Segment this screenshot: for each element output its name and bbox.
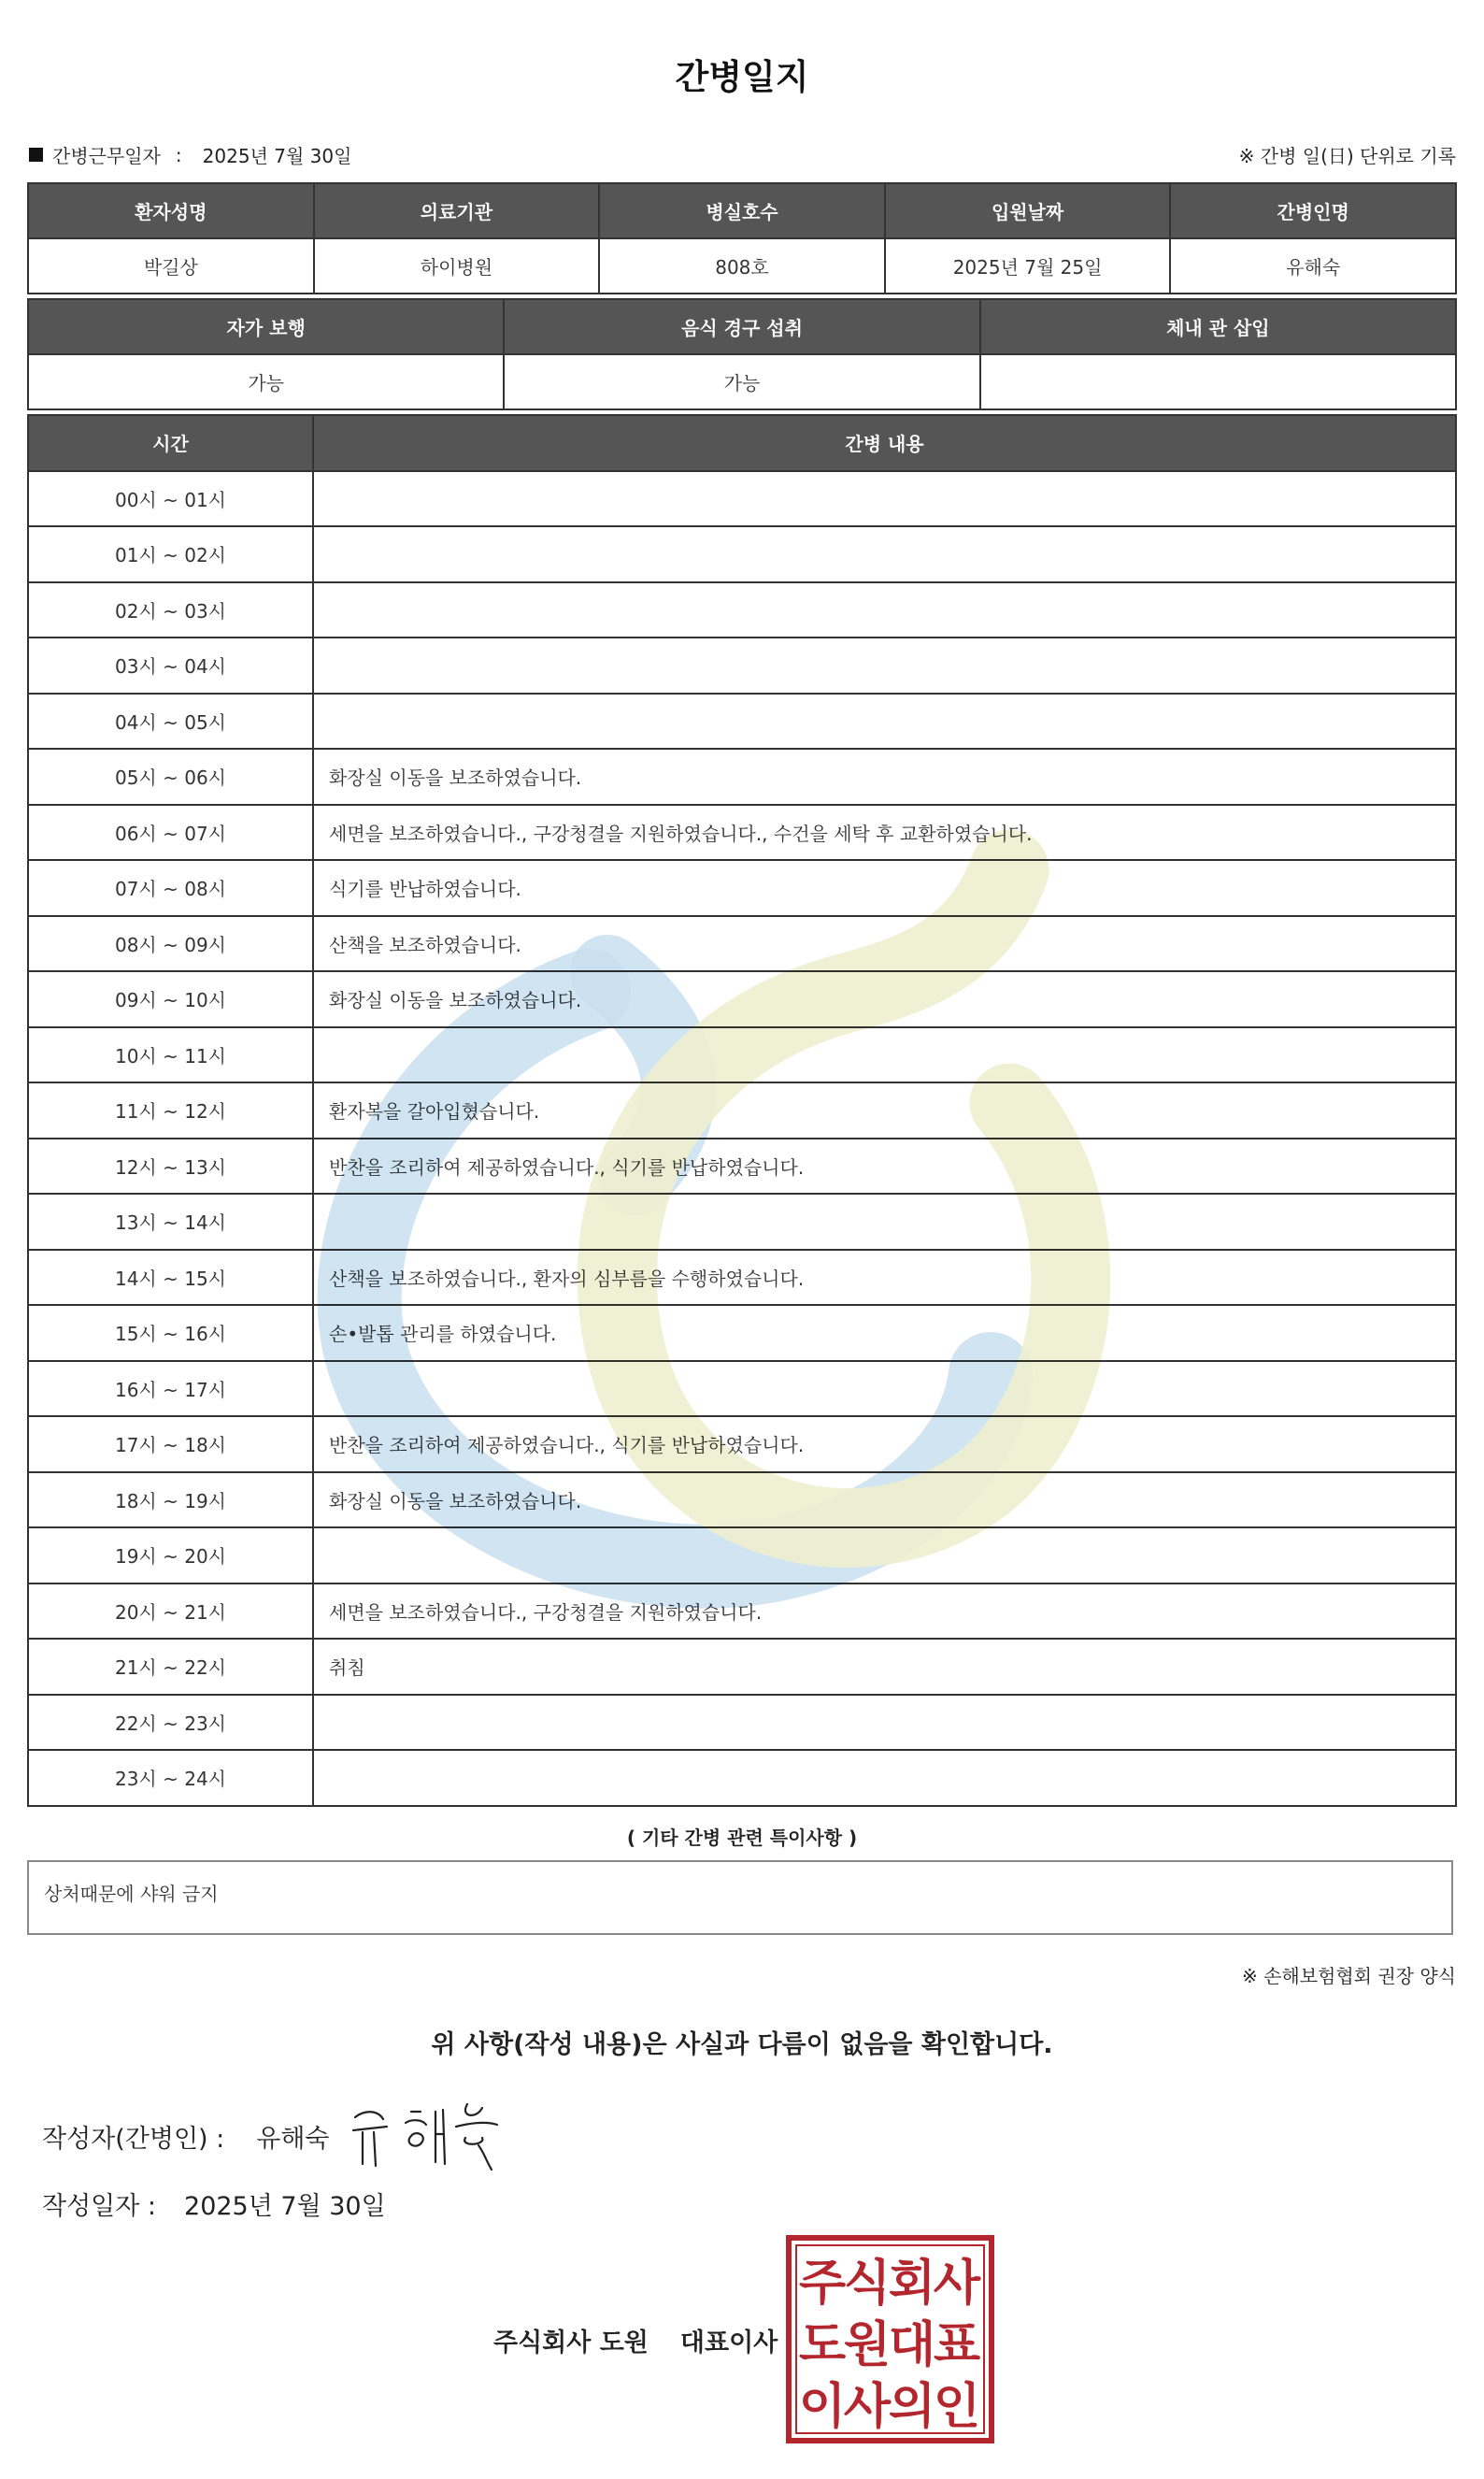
company-name: 주식회사 도원 — [493, 2329, 649, 2357]
table-row — [28, 916, 1456, 972]
company-representative: 대표이사 — [679, 2329, 778, 2357]
time-cell: 13시 ~ 14시 — [28, 1194, 313, 1250]
bullet-square-icon — [29, 148, 43, 162]
header-time: 시간 — [28, 415, 313, 471]
work-date-label: 간병근무일자 — [52, 145, 161, 167]
content-cell: 화장실 이동을 보조하였습니다. — [313, 749, 1456, 805]
company-line — [493, 2322, 778, 2358]
table-row — [28, 1583, 1456, 1640]
table-row — [28, 694, 1456, 750]
confirmation-statement: 위 사항(작성 내용)은 사실과 다름이 없음을 확인합니다. — [431, 2030, 1053, 2059]
room-number: 808호 — [599, 238, 885, 294]
content-cell: 손•발톱 관리를 하였습니다. — [313, 1305, 1456, 1361]
table-row — [28, 1527, 1456, 1583]
seal-character: 대 — [888, 2317, 936, 2373]
written-date-value: 2025년 7월 30일 — [184, 2192, 386, 2221]
table-row — [28, 1695, 1456, 1751]
time-cell: 08시 ~ 09시 — [28, 916, 313, 972]
seal-character: 주 — [798, 2256, 847, 2312]
header-caregiver-name: 간병인명 — [1170, 183, 1456, 238]
seal-character: 사 — [933, 2256, 981, 2312]
seal-character: 표 — [933, 2317, 981, 2373]
company-seal-stamp-icon — [785, 2234, 995, 2444]
table-row — [28, 860, 1456, 916]
table-row — [28, 1194, 1456, 1250]
content-cell — [313, 694, 1456, 750]
header-oral-intake: 음식 경구 섭취 — [504, 299, 979, 354]
time-cell: 00시 ~ 01시 — [28, 471, 313, 527]
table-row — [28, 1639, 1456, 1695]
header-admission-date: 입원날짜 — [885, 183, 1171, 238]
writer-line — [42, 2118, 330, 2155]
table-row — [28, 638, 1456, 694]
work-date — [29, 141, 351, 168]
header-tube-insertion: 체내 관 삽입 — [980, 299, 1456, 354]
special-notes-content: 상처때문에 샤워 금지 — [44, 1883, 219, 1905]
time-cell: 17시 ~ 18시 — [28, 1416, 313, 1472]
time-cell: 19시 ~ 20시 — [28, 1527, 313, 1583]
header-hospital: 의료기관 — [314, 183, 600, 238]
time-cell: 09시 ~ 10시 — [28, 971, 313, 1027]
content-cell — [313, 1695, 1456, 1751]
content-cell — [313, 1527, 1456, 1583]
table-row — [28, 471, 1456, 527]
work-date-separator: : — [175, 143, 182, 166]
seal-character: 인 — [933, 2379, 981, 2435]
admission-date: 2025년 7월 25일 — [885, 238, 1171, 294]
care-log-table — [27, 414, 1457, 1807]
seal-character: 회 — [888, 2256, 936, 2312]
form-note: ※ 손해보험협회 권장 양식 — [1241, 1965, 1456, 1987]
header-care-content: 간병 내용 — [313, 415, 1456, 471]
table-row — [28, 1082, 1456, 1139]
time-cell: 07시 ~ 08시 — [28, 860, 313, 916]
content-cell: 식기를 반납하였습니다. — [313, 860, 1456, 916]
time-cell: 23시 ~ 24시 — [28, 1750, 313, 1806]
header-room: 병실호수 — [599, 183, 885, 238]
time-cell: 22시 ~ 23시 — [28, 1695, 313, 1751]
table-row — [28, 1250, 1456, 1306]
table-row — [28, 1305, 1456, 1361]
time-cell: 12시 ~ 13시 — [28, 1139, 313, 1195]
content-cell: 반찬을 조리하여 제공하였습니다., 식기를 반납하였습니다. — [313, 1139, 1456, 1195]
time-cell: 06시 ~ 07시 — [28, 805, 313, 861]
time-cell: 05시 ~ 06시 — [28, 749, 313, 805]
time-cell: 16시 ~ 17시 — [28, 1361, 313, 1417]
time-cell: 02시 ~ 03시 — [28, 582, 313, 638]
header-patient-name: 환자성명 — [28, 183, 314, 238]
page-title: 간병일지 — [675, 57, 809, 97]
time-cell: 03시 ~ 04시 — [28, 638, 313, 694]
content-cell: 환자복을 갈아입혔습니다. — [313, 1082, 1456, 1139]
patient-info-table — [27, 182, 1457, 294]
content-cell: 세면을 보조하였습니다., 구강청결을 지원하였습니다., 수건을 세탁 후 교환하였습니다. — [313, 805, 1456, 861]
content-cell — [313, 582, 1456, 638]
content-cell — [313, 1750, 1456, 1806]
seal-character: 도 — [798, 2317, 847, 2373]
table-row — [28, 1027, 1456, 1083]
writer-label: 작성자(간병인) : — [42, 2125, 225, 2154]
table-row — [28, 1361, 1456, 1417]
record-note: ※ 간병 일(日) 단위로 기록 — [1238, 145, 1456, 167]
time-cell: 01시 ~ 02시 — [28, 526, 313, 582]
handwritten-signature — [346, 2099, 514, 2173]
oral-intake-value: 가능 — [504, 354, 979, 409]
writer-name: 유해숙 — [256, 2125, 330, 2154]
seal-character: 식 — [843, 2256, 892, 2312]
content-cell — [313, 526, 1456, 582]
self-walking-value: 가능 — [28, 354, 504, 409]
table-row — [28, 1139, 1456, 1195]
caregiver-name: 유해숙 — [1170, 238, 1456, 294]
work-date-value: 2025년 7월 30일 — [202, 145, 352, 167]
content-cell: 세면을 보조하였습니다., 구강청결을 지원하였습니다. — [313, 1583, 1456, 1640]
seal-character: 사 — [843, 2379, 892, 2435]
header-self-walking: 자가 보행 — [28, 299, 504, 354]
time-cell: 14시 ~ 15시 — [28, 1250, 313, 1306]
written-date-label: 작성일자 : — [42, 2192, 157, 2221]
content-cell: 화장실 이동을 보조하였습니다. — [313, 1472, 1456, 1528]
table-row — [28, 1416, 1456, 1472]
patient-name: 박길상 — [28, 238, 314, 294]
tube-insertion-value — [980, 354, 1456, 409]
table-row — [28, 971, 1456, 1027]
content-cell — [313, 1027, 1456, 1083]
content-cell: 산책을 보조하였습니다. — [313, 916, 1456, 972]
special-notes-title: ( 기타 간병 관련 특이사항 ) — [626, 1827, 858, 1849]
table-row — [28, 805, 1456, 861]
time-cell: 20시 ~ 21시 — [28, 1583, 313, 1640]
seal-character: 이 — [798, 2379, 847, 2435]
ability-table — [27, 298, 1457, 410]
table-row — [28, 582, 1456, 638]
time-cell: 18시 ~ 19시 — [28, 1472, 313, 1528]
content-cell: 취침 — [313, 1639, 1456, 1695]
time-cell: 04시 ~ 05시 — [28, 694, 313, 750]
table-row — [28, 749, 1456, 805]
content-cell: 산책을 보조하였습니다., 환자의 심부름을 수행하였습니다. — [313, 1250, 1456, 1306]
table-row — [28, 526, 1456, 582]
special-notes-box — [27, 1860, 1453, 1935]
content-cell — [313, 1194, 1456, 1250]
content-cell — [313, 471, 1456, 527]
hospital-name: 하이병원 — [314, 238, 600, 294]
content-cell — [313, 638, 1456, 694]
time-cell: 15시 ~ 16시 — [28, 1305, 313, 1361]
content-cell: 화장실 이동을 보조하였습니다. — [313, 971, 1456, 1027]
time-cell: 11시 ~ 12시 — [28, 1082, 313, 1139]
seal-character: 원 — [843, 2317, 892, 2373]
table-row — [28, 1472, 1456, 1528]
time-cell: 21시 ~ 22시 — [28, 1639, 313, 1695]
seal-character: 의 — [888, 2379, 936, 2435]
written-date-line — [42, 2185, 386, 2222]
content-cell: 반찬을 조리하여 제공하였습니다., 식기를 반납하였습니다. — [313, 1416, 1456, 1472]
table-row — [28, 1750, 1456, 1806]
content-cell — [313, 1361, 1456, 1417]
time-cell: 10시 ~ 11시 — [28, 1027, 313, 1083]
